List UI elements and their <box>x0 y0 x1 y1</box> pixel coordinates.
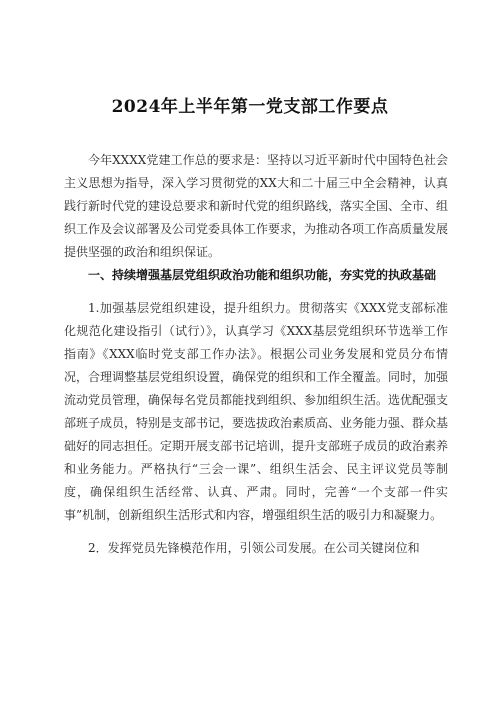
paragraph-gap <box>64 287 448 297</box>
intro-paragraph: 今年XXXX党建工作总的要求是：坚持以习近平新时代中国特色社会主义思想为指导，深入学习贯彻党的XX大和二十届三中全会精神，认真践行新时代党的建设总要求和新时代党的组织路线，落实全国、全市、组织工作及会议部署及公司党委具体工作要求，为推动各项工作高质量发展提供坚强的政治和组织保证。 <box>64 153 449 259</box>
document-body <box>64 149 448 560</box>
document-title: 2024年上半年第一党支部工作要点 <box>111 97 389 117</box>
paragraph-gap <box>64 527 448 537</box>
item-paragraph-1: 1.加强基层党组织建设，提升组织力。贯彻落实《XXX党支部标准化规范化建设指引（试行）》，认真学习《XXX基层党组织环节选举工作指南》《XXX临时党支部工作办法》。根据公司业务发展和党员分布情况，合理调整基层党组织设置，确保党的组织和工作全覆盖。同时，加强流动党员管理，确保每名党员都能找到组织、参加组织生活。选优配强支部班子成员，特别是支部书记，要选拔政治素质高、业务能力强、群众基础好的同志担任。定期开展支部书记培训，提升支部班子成员的政治素养和业务能力。严格执行“三会一课”、组织生活会、民主评议党员等制度，确保组织生活经常、认真、严肃。同时，完善“一个支部一件实事”机制，创新组织生活形式和内容，增强组织生活的吸引力和凝聚力。 <box>64 301 449 522</box>
item-paragraph-2: 2．发挥党员先锋模范作用，引领公司发展。在公司关键岗位和 <box>88 541 420 555</box>
section-heading-1: 一、持续增强基层党组织政治功能和组织功能，夯实党的执政基础 <box>88 268 437 282</box>
